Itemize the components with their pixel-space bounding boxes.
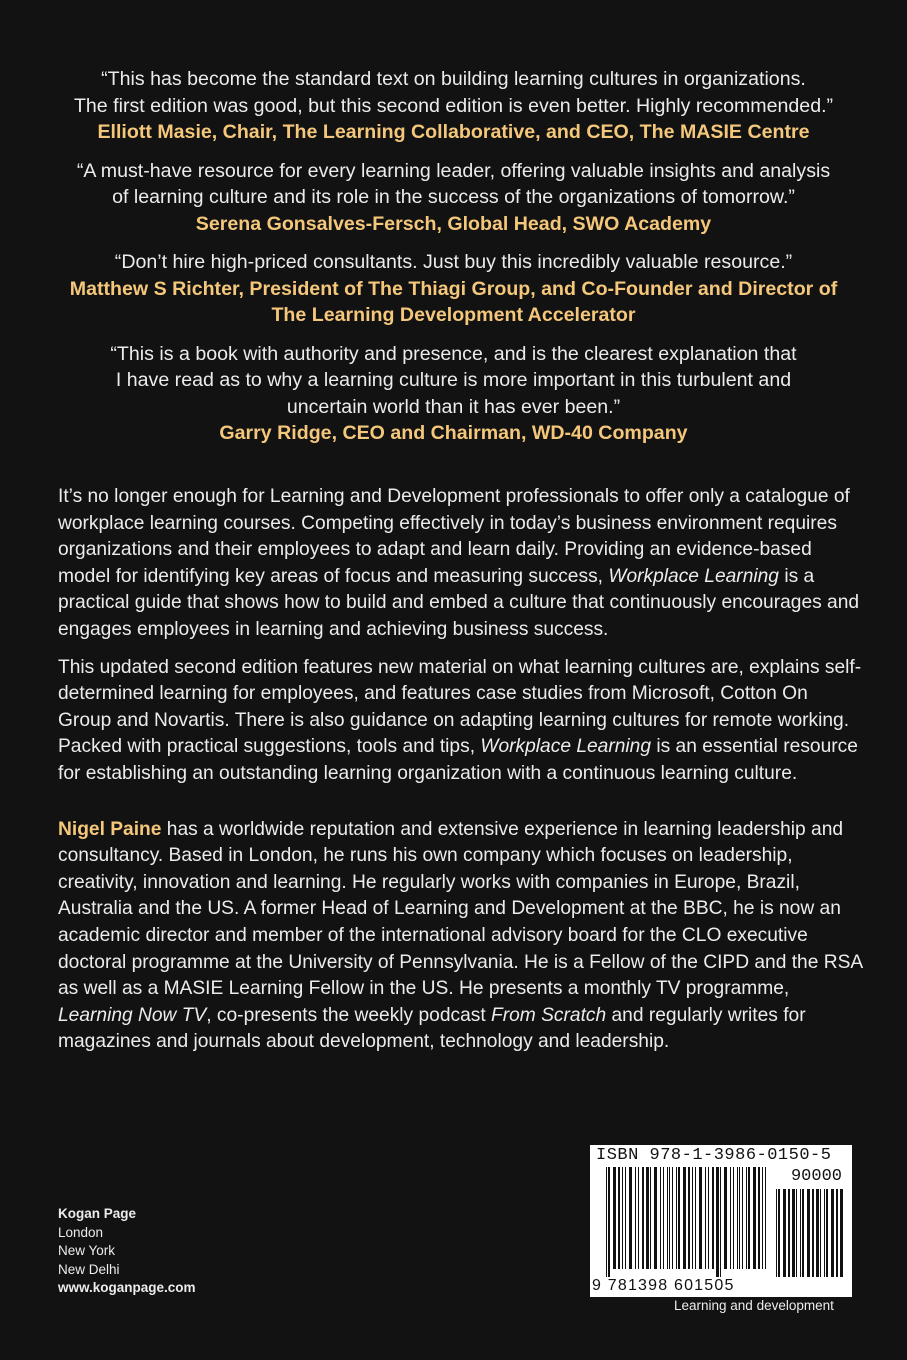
publisher-name: Kogan Page xyxy=(58,1206,137,1221)
barcode-bar xyxy=(758,1167,760,1269)
barcode-bar xyxy=(638,1167,639,1269)
barcode-bar xyxy=(800,1189,801,1277)
barcode-bar xyxy=(625,1167,626,1269)
barcode-bar xyxy=(762,1167,763,1269)
text-run: It’s no longer enough for Learning and Development professionals to offer only a catalogue of workplace learning courses. Competing effectively in today’s business environment requires organizations and their employees to adapt and learn daily. Providing an evidence-based model for identifying key areas of focus and measuring success, xyxy=(58,486,850,587)
barcode-bar xyxy=(802,1189,804,1277)
barcode-bar xyxy=(807,1189,810,1277)
barcode-bar xyxy=(646,1167,649,1269)
barcode-bar xyxy=(705,1167,706,1269)
author-bio xyxy=(58,817,866,1056)
barcode-bar xyxy=(613,1167,616,1269)
barcode-bar xyxy=(733,1167,734,1269)
barcode-bar xyxy=(748,1167,750,1269)
quote-author: Matthew S Richter, President of The Thiagi Group, and Co-Founder and Director of The Learning Development Accelerator xyxy=(69,277,838,326)
book-title: Workplace Learning xyxy=(480,736,652,758)
barcode-bar xyxy=(683,1167,686,1269)
barcode-bar xyxy=(776,1189,777,1277)
endorsement xyxy=(30,66,877,146)
barcode-bar xyxy=(778,1189,780,1277)
endorsement xyxy=(30,341,877,447)
barcode-bar xyxy=(699,1167,702,1269)
barcode-bar xyxy=(831,1189,834,1277)
quote-text: “A must-have resource for every learning leader, offering valuable insights and analysis of learning culture and its role in the success of the organizations of tomorrow.” xyxy=(76,159,831,208)
barcode-bar xyxy=(788,1189,790,1277)
barcode-bar xyxy=(742,1167,743,1269)
isbn-barcode xyxy=(590,1145,852,1297)
barcode-bar xyxy=(712,1167,714,1269)
barcode-bar xyxy=(820,1189,821,1277)
barcode-bar xyxy=(720,1167,721,1277)
barcode-bar xyxy=(730,1167,731,1269)
barcode-bar xyxy=(660,1167,661,1269)
text-run: This updated second edition features new material on what learning cultures are, explains self-determined learning for employees, and features case studies from Microsoft, Cotton On Group and Novartis. There is also guidance on adapting learning cultures for remote working. Packed with practical suggestions, tools and tips, xyxy=(58,656,862,758)
barcode-bar xyxy=(672,1167,673,1269)
barcode-bar xyxy=(783,1189,786,1277)
text-run: has a worldwide reputation and extensive experience in learning leadership and consultancy. Based in London, he runs his own company which focuses on leadership, creativity, innovation and learning. He regularly works with companies in Europe, Brazil, Australia and the US. A former Head of Learning and Development at the BBC, he is now an academic director and member of the international advisory board for the CLO executive doctoral programme at the University of Pennsylvania. He is a Fellow of the CIPD and the RSA as well as a MASIE Learning Fellow in the US. He presents a monthly TV programme, xyxy=(58,818,863,1000)
barcode-bar xyxy=(824,1189,825,1277)
barcode-bar xyxy=(695,1167,696,1269)
barcode-bar xyxy=(708,1167,709,1269)
quote-author: Elliott Masie, Chair, The Learning Collaborative, and CEO, The MASIE Centre xyxy=(97,121,810,143)
barcode-bar xyxy=(816,1189,819,1277)
barcode-bar xyxy=(826,1189,828,1277)
barcode-bar xyxy=(606,1167,607,1277)
barcode-bar xyxy=(676,1167,677,1269)
podcast-title: From Scratch xyxy=(491,1004,607,1026)
barcode-bar xyxy=(678,1167,680,1269)
barcode-bar xyxy=(716,1167,719,1277)
quote-text: “Don’t hire high-priced consultants. Just buy this incredibly valuable resource.” xyxy=(114,251,793,273)
quote-author: Serena Gonsalves-Fersch, Global Head, SWO Academy xyxy=(195,212,712,235)
endorsements xyxy=(30,66,877,459)
barcode-bar xyxy=(812,1189,814,1277)
barcode-bar xyxy=(608,1167,610,1277)
barcode-bar xyxy=(622,1167,623,1269)
barcode-bar xyxy=(635,1167,636,1269)
quote-text: “This is a book with authority and presence, and is the clearest explanation that I have read as to why a learning culture is more important in this turbulent and uncertain world than it has ever been.” xyxy=(110,342,797,418)
endorsement xyxy=(30,158,877,238)
barcode-bar xyxy=(737,1167,738,1269)
book-description xyxy=(58,484,866,1067)
barcode-bar xyxy=(840,1189,843,1277)
tv-title: Learning Now TV xyxy=(58,1004,207,1026)
ean-digits: 9 781398 601505 xyxy=(592,1277,735,1294)
isbn-label: ISBN 978-1-3986-0150-5 xyxy=(596,1146,832,1165)
quote-author: Garry Ridge, CEO and Chairman, WD-40 Company xyxy=(219,422,688,444)
barcode-bar xyxy=(836,1189,838,1277)
barcode-bar xyxy=(642,1167,644,1269)
publisher-website: www.koganpage.com xyxy=(58,1280,196,1295)
barcode-bar xyxy=(650,1167,651,1269)
description-paragraph xyxy=(58,655,866,788)
price-code: 90000 xyxy=(790,1167,842,1186)
barcode-bar xyxy=(669,1167,670,1269)
publisher-block xyxy=(58,1205,196,1298)
text-run: and regularly writes for magazines and journals about development, technology and leadership. xyxy=(58,1004,806,1053)
barcode-bar xyxy=(724,1167,727,1269)
book-title: Workplace Learning xyxy=(608,565,779,587)
barcode-bar xyxy=(692,1167,693,1269)
text-run: , co-presents the weekly podcast xyxy=(206,1004,492,1026)
barcode-bar xyxy=(629,1167,632,1269)
category-label: Learning and development xyxy=(674,1298,834,1313)
author-name: Nigel Paine xyxy=(58,818,162,840)
barcode-bar xyxy=(753,1167,756,1269)
text-run: is an essential resource for establishing an outstanding learning organization with a continuous learning culture. xyxy=(58,736,858,784)
barcode-bar xyxy=(796,1189,797,1277)
barcode-bar xyxy=(688,1167,690,1269)
barcode-bar xyxy=(654,1167,657,1269)
barcode-bar xyxy=(667,1167,668,1269)
description-paragraph xyxy=(58,484,866,644)
publisher-city: London xyxy=(58,1224,104,1240)
barcode-bar xyxy=(618,1167,620,1269)
barcode-bar xyxy=(792,1189,795,1277)
quote-text: “This has become the standard text on building learning cultures in organizations. The first edition was good, but this second edition is even better. Highly recommended.” xyxy=(73,68,834,117)
text-run: is a practical guide that shows how to build and embed a culture that continuously encourages and engages employees in learning and achieving business success. xyxy=(58,565,860,640)
barcode-bar xyxy=(746,1167,747,1269)
barcode-bar xyxy=(739,1167,740,1269)
publisher-city: New Delhi xyxy=(58,1261,120,1277)
publisher-city: New York xyxy=(58,1243,116,1258)
barcode-bar xyxy=(765,1167,766,1269)
barcode-bar xyxy=(663,1167,664,1269)
endorsement xyxy=(30,249,877,329)
